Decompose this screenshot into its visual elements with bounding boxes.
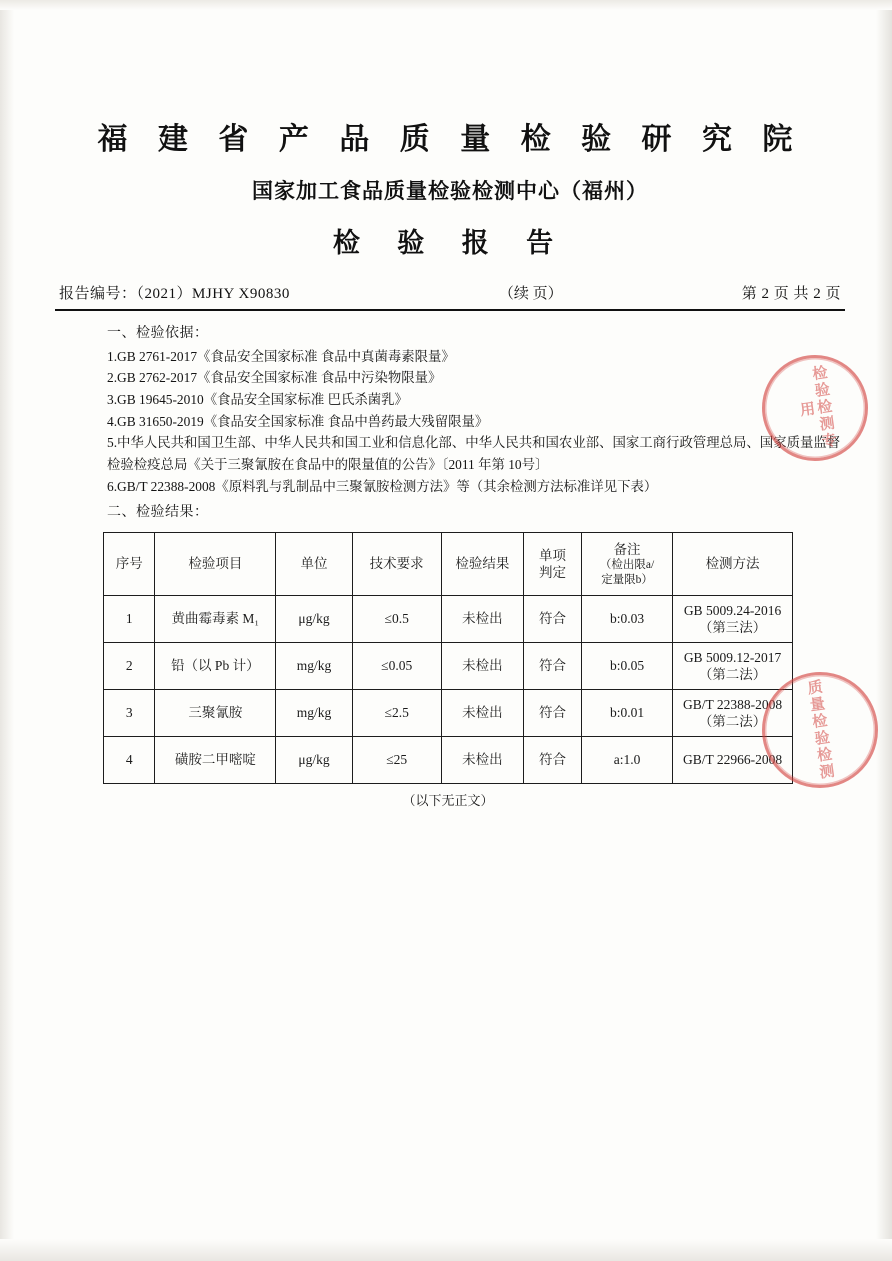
- cell-unit: μg/kg: [276, 596, 353, 643]
- cell-method: [673, 596, 793, 643]
- col-header-result: 检验结果: [441, 533, 523, 596]
- end-of-text-note: （以下无正文）: [402, 793, 494, 809]
- col-header-remark-line2: （检出限a/: [599, 559, 655, 572]
- document-content: [55, 120, 845, 809]
- cell-judge: 符合: [524, 643, 582, 690]
- col-header-no: 序号: [104, 533, 155, 596]
- cell-requirement: ≤25: [352, 737, 441, 784]
- report-number-value: （2021）MJHY X90830: [136, 286, 290, 302]
- seal-text: 检验检测专用: [796, 363, 839, 451]
- cell-method-line2: （第三法）: [698, 620, 767, 636]
- col-header-remark: [582, 533, 673, 596]
- table-row: [104, 596, 793, 643]
- results-table: [103, 532, 793, 784]
- report-meta-row: [55, 282, 845, 303]
- page-indicator: 第 2 页 共 2 页: [741, 286, 841, 302]
- cell-remark: b:0.01: [582, 690, 673, 737]
- seal-text: 质量检验检测: [804, 678, 837, 782]
- cell-method-line2: （第二法）: [698, 667, 767, 683]
- col-header-judge-line1: 单项: [539, 547, 567, 563]
- basis-item: 1.GB 2761-2017《食品安全国家标准 食品中真菌毒素限量》: [107, 348, 455, 364]
- results-table-head: [104, 533, 793, 596]
- report-number-label: 报告编号：: [59, 286, 137, 302]
- cell-result: 未检出: [441, 596, 523, 643]
- cell-method-line1: GB 5009.24-2016: [683, 602, 782, 618]
- header-divider: [55, 309, 845, 311]
- table-row: [104, 737, 793, 784]
- cell-judge: 符合: [524, 737, 582, 784]
- cell-no: 4: [104, 737, 155, 784]
- cell-unit: μg/kg: [276, 737, 353, 784]
- page-title: 检 验 报 告: [332, 228, 568, 259]
- cell-remark: b:0.05: [582, 643, 673, 690]
- cell-result: 未检出: [441, 690, 523, 737]
- basis-item: 5.中华人民共和国卫生部、中华人民共和国工业和信息化部、中华人民共和国农业部、国家工商行政管理总局、国家质量监督检验检疫总局《关于三聚氰胺在食品中的限量值的公告》〔2011 年第 10号〕: [107, 435, 841, 473]
- cell-no: 1: [104, 596, 155, 643]
- cell-item: 黄曲霉毒素 M₁: [155, 596, 276, 643]
- cell-requirement: ≤0.05: [352, 643, 441, 690]
- cell-method-line1: GB/T 22966-2008: [682, 752, 783, 768]
- scan-edge-left: [0, 0, 14, 1261]
- table-row: [104, 643, 793, 690]
- basis-section: [55, 323, 845, 524]
- continued-marker: （续 页）: [498, 286, 563, 302]
- col-header-remark-line1: 备注: [613, 541, 641, 557]
- cell-item: 三聚氰胺: [155, 690, 276, 737]
- cell-judge: 符合: [524, 596, 582, 643]
- cell-requirement: ≤0.5: [352, 596, 441, 643]
- basis-heading: 一、检验依据：: [107, 326, 209, 341]
- cell-method-line1: GB/T 22388-2008: [682, 696, 783, 712]
- institute-title: 福 建 省 产 品 质 量 检 验 研 究 院: [97, 122, 803, 157]
- col-header-judge: [524, 533, 582, 596]
- report-number: [59, 282, 290, 303]
- cell-item: 铅（以 Pb 计）: [155, 643, 276, 690]
- scan-edge-right: [876, 0, 892, 1261]
- results-table-body: [104, 596, 793, 784]
- col-header-unit: 单位: [276, 533, 353, 596]
- cell-unit: mg/kg: [276, 643, 353, 690]
- center-title: 国家加工食品质量检验检测中心（福州）: [252, 178, 648, 203]
- scan-edge-top: [0, 0, 892, 10]
- results-heading: 二、检验结果：: [107, 504, 209, 520]
- cell-no: 2: [104, 643, 155, 690]
- col-header-method: 检测方法: [673, 533, 793, 596]
- basis-item: 2.GB 2762-2017《食品安全国家标准 食品中污染物限量》: [107, 370, 442, 386]
- col-header-remark-line3: 定量限b）: [601, 574, 653, 587]
- table-header-row: [104, 533, 793, 596]
- cell-unit: mg/kg: [276, 690, 353, 737]
- cell-judge: 符合: [524, 690, 582, 737]
- basis-item: 4.GB 31650-2019《食品安全国家标准 食品中兽药最大残留限量》: [107, 413, 489, 429]
- col-header-judge-line2: 判定: [539, 565, 567, 581]
- cell-item: 磺胺二甲嘧啶: [155, 737, 276, 784]
- col-header-item: 检验项目: [155, 533, 276, 596]
- col-header-requirement: 技术要求: [352, 533, 441, 596]
- basis-item: 6.GB/T 22388-2008《原料乳与乳制品中三聚氰胺检测方法》等（其余检测方法标准详见下表）: [107, 478, 658, 494]
- table-row: [104, 690, 793, 737]
- cell-method-line1: GB 5009.12-2017: [683, 649, 782, 665]
- cell-result: 未检出: [441, 643, 523, 690]
- cell-method: [673, 643, 793, 690]
- cell-remark: a:1.0: [582, 737, 673, 784]
- basis-item: 3.GB 19645-2010《食品安全国家标准 巴氏杀菌乳》: [107, 392, 408, 408]
- cell-remark: b:0.03: [582, 596, 673, 643]
- scan-edge-bottom: [0, 1239, 892, 1261]
- cell-requirement: ≤2.5: [352, 690, 441, 737]
- cell-result: 未检出: [441, 737, 523, 784]
- cell-no: 3: [104, 690, 155, 737]
- cell-method-line2: （第二法）: [698, 714, 767, 730]
